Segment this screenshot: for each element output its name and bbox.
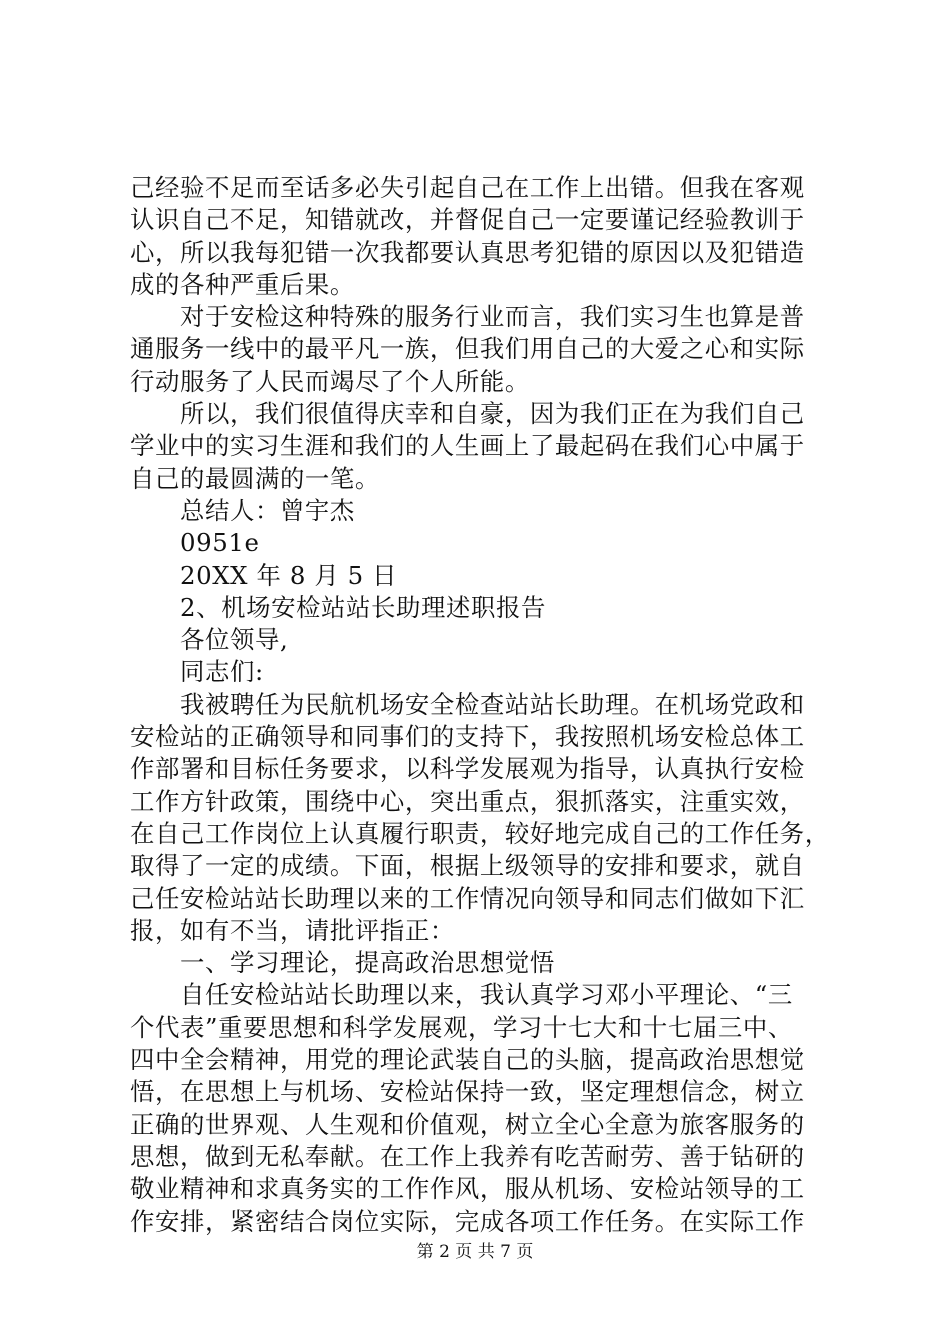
page-footer: 第 2 页 共 7 页 bbox=[416, 1242, 534, 1262]
text-line: 行动服务了人民而竭尽了个人所能。 bbox=[130, 366, 530, 396]
text-line: 敬业精神和求真务实的工作作风，服从机场、安检站领导的工 bbox=[130, 1174, 805, 1204]
text-line: 四中全会精神，用党的理论武装自己的头脑，提高政治思想觉 bbox=[130, 1045, 805, 1075]
section-title: 2、机场安检站站长助理述职报告 bbox=[130, 592, 546, 622]
text-line: 成的各种严重后果。 bbox=[130, 269, 355, 299]
text-line: 我被聘任为民航机场安全检查站站长助理。在机场党政和 bbox=[130, 689, 805, 719]
text-line: 报，如有不当，请批评指正： bbox=[130, 915, 455, 945]
text-line: 通服务一线中的最平凡一族，但我们用自己的大爱之心和实际 bbox=[130, 334, 805, 364]
salutation-line: 同志们: bbox=[130, 657, 264, 687]
text-line: 心，所以我每犯错一次我都要认真思考犯错的原因以及犯错造 bbox=[130, 237, 805, 267]
text-line: 作安排，紧密结合岗位实际，完成各项工作任务。在实际工作 bbox=[130, 1206, 805, 1236]
text-line: 安检站的正确领导和同事们的支持下，我按照机场安检总体工 bbox=[130, 722, 805, 752]
text-line: 在自己工作岗位上认真履行职责，较好地完成自己的工作任务， bbox=[130, 818, 830, 848]
text-line: 自己的最圆满的一笔。 bbox=[130, 463, 380, 493]
text-line: 取得了一定的成绩。下面，根据上级领导的安排和要求，就自 bbox=[130, 851, 805, 881]
text-line: 思想，做到无私奉献。在工作上我养有吃苦耐劳、善于钻研的 bbox=[130, 1141, 805, 1171]
text-line: 己任安检站站长助理以来的工作情况向领导和同志们做如下汇 bbox=[130, 883, 805, 913]
text-line: 工作方针政策，围绕中心，突出重点，狠抓落实，注重实效， bbox=[130, 786, 805, 816]
salutation-line: 各位领导, bbox=[130, 625, 289, 655]
signature-line: 总结人：曾宇杰 bbox=[130, 495, 355, 525]
document-body bbox=[130, 172, 830, 1238]
text-line: 学业中的实习生涯和我们的人生画上了最起码在我们心中属于 bbox=[130, 431, 805, 461]
text-line: 所以，我们很值得庆幸和自豪，因为我们正在为我们自己 bbox=[130, 399, 805, 429]
text-line: 正确的世界观、人生观和价值观，树立全心全意为旅客服务的 bbox=[130, 1109, 805, 1139]
text-line: 对于安检这种特殊的服务行业而言，我们实习生也算是普 bbox=[130, 302, 805, 332]
text-line: 己经验不足而至话多必失引起自己在工作上出错。但我在客观 bbox=[130, 173, 805, 202]
subsection-heading: 一、学习理论，提高政治思想觉悟 bbox=[130, 948, 555, 978]
text-line: 认识自己不足，知错就改，并督促自己一定要谨记经验教训于 bbox=[130, 205, 805, 235]
text-line: 作部署和目标任务要求，以科学发展观为指导，认真执行安检 bbox=[130, 754, 805, 784]
date-line: 20XX 年 8 月 5 日 bbox=[130, 560, 398, 590]
text-line: 自任安检站站长助理以来，我认真学习邓小平理论、“三 bbox=[130, 980, 793, 1010]
code-line: 0951e bbox=[130, 528, 260, 558]
text-line: 个代表”重要思想和科学发展观，学习十七大和十七届三中、 bbox=[130, 1012, 793, 1042]
text-line: 悟，在思想上与机场、安检站保持一致，坚定理想信念，树立 bbox=[130, 1077, 805, 1107]
